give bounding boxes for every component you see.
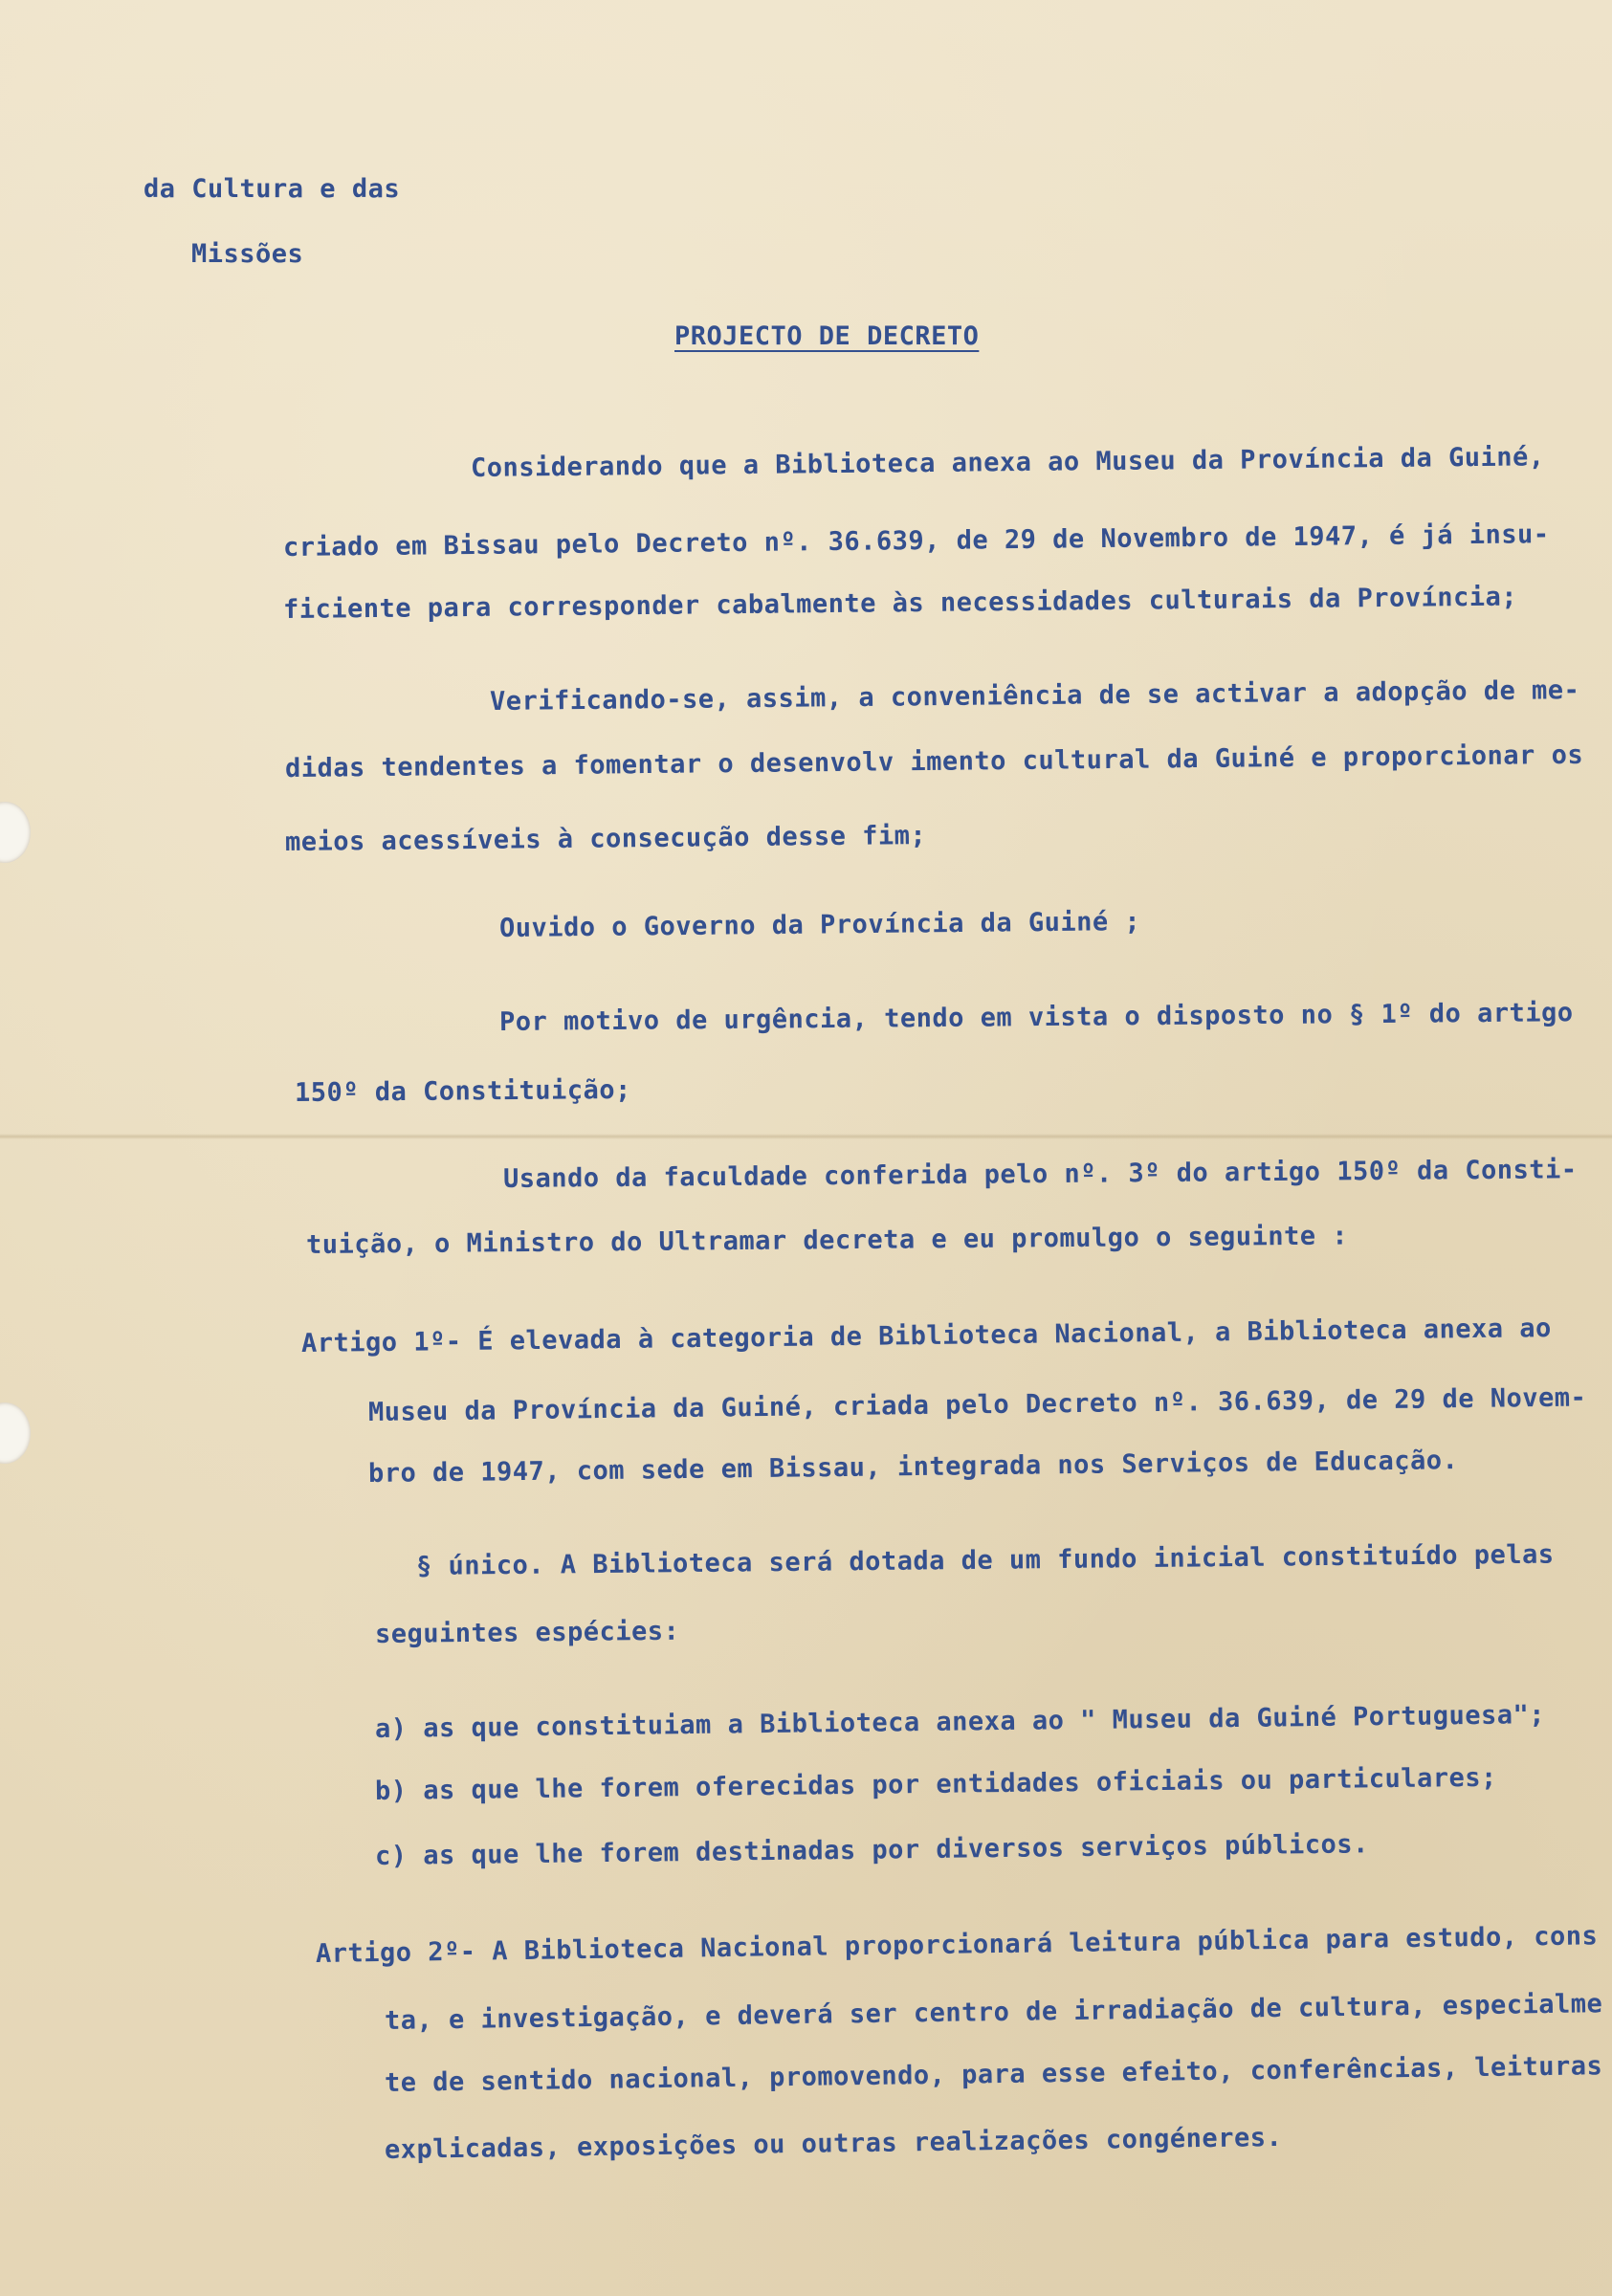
preamble-line: tuição, o Ministro do Ultramar decreta e eu promulgo o seguinte : (305, 1221, 1349, 1260)
artigo-1-paragraph-line: seguintes espécies: (374, 1616, 680, 1649)
artigo-2-line: Artigo 2º- A Biblioteca Nacional proporcionará leitura pública para estudo, cons (315, 1921, 1599, 1969)
preamble-line: ficiente para corresponder cabalmente às necessidades culturais da Província; (282, 582, 1518, 625)
artigo-2-line: explicadas, exposições ou outras realizações congéneres. (384, 2122, 1283, 2165)
artigo-2-line: ta, e investigação, e deverá ser centro de irradiação de cultura, especialme (384, 1989, 1603, 2036)
header-ministry-line-2: Missões (191, 239, 304, 269)
punch-hole-bottom (0, 1402, 31, 1464)
paper-fold (0, 1134, 1612, 1139)
header-ministry-line-1: da Cultura e das (144, 174, 401, 204)
artigo-1-item-c: c) as que lhe forem destinadas por diversos serviços públicos. (374, 1829, 1369, 1871)
preamble-line: Considerando que a Biblioteca anexa ao Museu da Província da Guiné, (470, 442, 1545, 483)
artigo-1-paragraph-line: § único. A Biblioteca será dotada de um fundo inicial constituído pelas (415, 1539, 1555, 1581)
punch-hole-top (0, 802, 31, 863)
artigo-1-item-b: b) as que lhe forem oferecidas por entidades oficiais ou particulares; (374, 1762, 1497, 1806)
artigo-1-line: Artigo 1º- É elevada à categoria de Biblioteca Nacional, a Biblioteca anexa ao (300, 1314, 1553, 1358)
preamble-line: meios acessíveis à consecução desse fim; (284, 820, 927, 857)
artigo-1-line: Museu da Província da Guiné, criada pelo Decreto nº. 36.639, de 29 de Novem- (367, 1382, 1587, 1427)
preamble-line: didas tendentes a fomentar o desenvolv imento cultural da Guiné e proporcionar os (284, 740, 1584, 784)
preamble-line: 150º da Constituição; (294, 1074, 631, 1108)
document-title: PROJECTO DE DECRETO (674, 321, 980, 351)
preamble-line: criado em Bissau pelo Decreto nº. 36.639, de 29 de Novembro de 1947, é já insu- (282, 519, 1550, 563)
preamble-line: Ouvido o Governo da Província da Guiné ; (498, 906, 1141, 943)
preamble-line: Verificando-se, assim, a conveniência de se activar a adopção de me- (489, 675, 1580, 717)
artigo-1-line: bro de 1947, com sede em Bissau, integrada nos Serviços de Educação. (367, 1446, 1459, 1489)
artigo-2-line: te de sentido nacional, promovendo, para esse efeito, conferências, leituras (384, 2051, 1603, 2098)
preamble-line: Usando da faculdade conferida pelo nº. 3º do artigo 150º da Consti- (502, 1155, 1578, 1194)
preamble-line: Por motivo de urgência, tendo em vista o disposto no § 1º do artigo (498, 998, 1574, 1037)
artigo-1-item-a: a) as que constituiam a Biblioteca anexa ao " Museu da Guiné Portuguesa"; (374, 1700, 1546, 1744)
